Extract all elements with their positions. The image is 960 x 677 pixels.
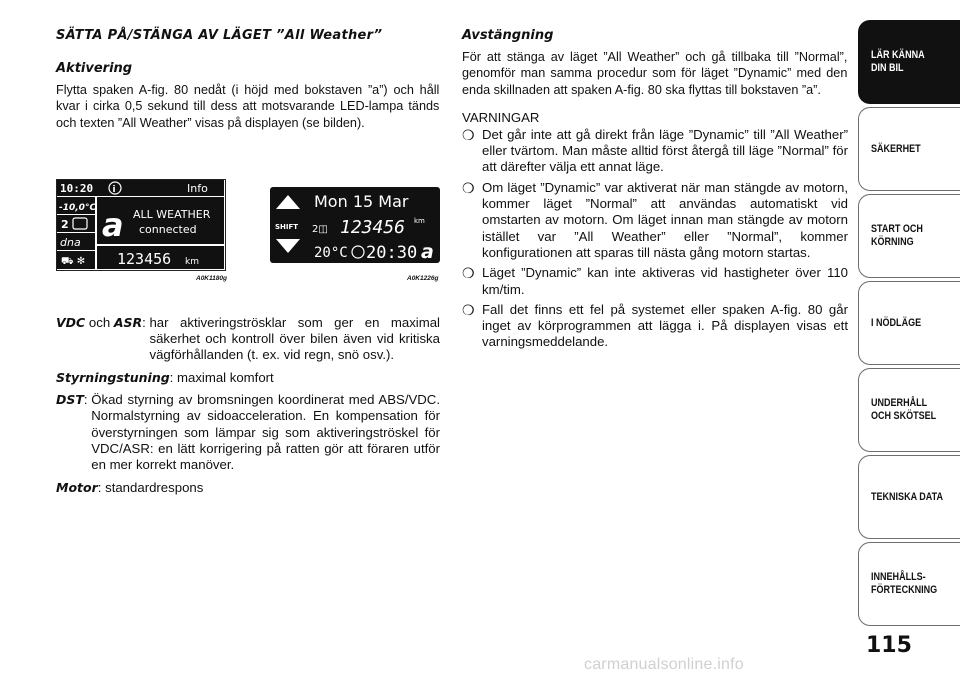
tab-label: START OCH KÖRNING <box>871 223 923 248</box>
tab-start-och-korning[interactable] <box>858 194 960 278</box>
display-a-gear: 2 <box>61 217 69 231</box>
display-a-odometer: 123456 <box>117 249 172 268</box>
warning-text: Läget ”Dynamic” kan inte aktiveras vid hastigheter över 110 km/tim. <box>482 265 848 297</box>
tab-innehallsforteckning[interactable] <box>858 542 960 626</box>
tab-tekniska-data[interactable] <box>858 455 960 539</box>
display-b-odometer: 123456 <box>340 216 406 238</box>
left-column <box>56 28 440 502</box>
tab-label: UNDERHÅLL OCH SKÖTSEL <box>871 397 937 422</box>
figure-b-code: A0K1226g <box>407 274 439 282</box>
car-icon: ⛟ ✻ <box>61 255 86 267</box>
section-heading: SÄTTA PÅ/STÄNGA AV LÄGET ”All Weather” <box>56 28 383 43</box>
display-a-info: Info <box>187 181 208 195</box>
tab-label: TEKNISKA DATA <box>871 490 943 503</box>
arrow-up-icon <box>276 195 300 209</box>
figures <box>56 173 440 291</box>
definition-term: ASR <box>113 314 143 330</box>
definition-term: VDC <box>56 314 86 330</box>
definition-separator: : <box>83 392 92 408</box>
deactivation-title: Avstängning <box>462 28 554 43</box>
bullet-circle-icon: ❍ <box>462 179 475 196</box>
tab-label: SÄKERHET <box>871 142 921 155</box>
deactivation-text: För att stänga av läget ”All Weather” och gå tillbaka till ”Normal”, genomför man samma procedur som för läget ”Dynamic” med den enda skillnaden att spaken A-fig. 80 ska flyttas till bokstaven ”a”. <box>462 49 848 97</box>
tab-sakerhet[interactable] <box>858 107 960 191</box>
activation-title: Aktivering <box>56 61 133 76</box>
display-b-mode-letter: a <box>421 240 434 263</box>
tab-underhall-och-skotsel[interactable] <box>858 368 960 452</box>
definition-separator: : <box>169 369 177 385</box>
tab-label: I NÖDLÄGE <box>871 316 922 329</box>
definition-description: Ökad styrning av bromsningen koordinerat med ABS/VDC. Normalstyrning av sidoacceleration. En kompensation för överstyrningen som lämpar sig som aktiveringströskel för VDC/ASR: en lätt korrigering på ratten gör att föraren utför en mer korrekt manöver. <box>91 392 440 473</box>
chapter-tabs <box>858 20 960 629</box>
definition-description: har aktiveringströsklar som ger en maximal säkerhet och kontroll över bilen även vid kritiska vägförhållanden (t. ex. vid regn, snö osv.). <box>149 314 440 363</box>
display-a-mode-letter: a <box>102 205 124 244</box>
display-b-shift: SHIFT <box>275 222 299 231</box>
display-a-line2: connected <box>139 222 197 236</box>
bullet-circle-icon: ❍ <box>462 265 475 282</box>
activation-text: Flytta spaken A-fig. 80 nedåt (i höjd med bokstaven ”a”) och håll kvar i cirka 0,5 sekund till dess att motsvarande LED-lampa tänds och texten ”All Weather” visas på displayen (se bilden). <box>56 82 440 130</box>
display-a-temp: -10,0°C <box>59 202 97 213</box>
right-column <box>462 28 848 355</box>
warning-item <box>462 180 848 261</box>
warning-item <box>462 127 848 176</box>
bullet-circle-icon: ❍ <box>462 301 475 318</box>
definition-term: DST <box>56 392 84 408</box>
display-figure-all-weather <box>56 179 226 271</box>
clock-icon <box>352 246 364 258</box>
definition-item <box>56 315 440 364</box>
tab-i-nodlage[interactable] <box>858 281 960 365</box>
page-number: 115 <box>866 633 912 658</box>
display-a-graphic <box>57 180 224 269</box>
definition-description: maximal komfort <box>177 369 274 385</box>
display-b-graphic <box>270 187 440 263</box>
definition-term: Motor <box>56 479 98 495</box>
definition-list <box>56 315 440 496</box>
figure-a-code: A0K1180g <box>196 274 227 282</box>
definition-item <box>56 392 440 473</box>
arrow-down-icon <box>276 239 300 253</box>
definition-item <box>56 370 440 386</box>
display-a-unit: km <box>185 256 199 267</box>
tab-lar-kanna-din-bil[interactable] <box>858 20 960 104</box>
warning-text: Fall det finns ett fel på systemet eller spaken A-fig. 80 går inget av körprogrammen att lägga i. På displayen visas ett varningsmeddelande. <box>482 301 848 350</box>
definition-term: Styrningstuning <box>56 369 170 385</box>
bullet-circle-icon: ❍ <box>462 126 475 143</box>
display-figure-shift <box>270 187 440 263</box>
display-a-dna: dna <box>60 235 81 249</box>
definition-description: standardrespons <box>105 479 204 495</box>
tab-label: LÄR KÄNNA DIN BIL <box>871 49 925 74</box>
warnings-title: VARNINGAR <box>462 109 540 125</box>
display-b-unit: km <box>414 216 425 225</box>
display-a-time: 10:20 <box>60 181 94 195</box>
watermark: carmanualsonline.info <box>584 656 744 673</box>
display-a-line1: ALL WEATHER <box>133 207 211 221</box>
warning-item <box>462 265 848 298</box>
gear-indicator-icon: 2◫ <box>312 223 328 235</box>
warning-text: Det går inte att gå direkt från läge ”Dynamic” till ”All Weather” eller tvärtom. Man måste alltid först återgå till läge ”Normal” för att därefter välja ett annat läge. <box>482 126 848 175</box>
warning-text: Om läget ”Dynamic” var aktiverat när man stängde av motorn, kommer läget ”Normal” att användas automatiskt vid omstarten av motorn. Om läget innan man stängde av motorn istället var ”All Weather” eller ”Normal”, kommer konfigurationen att sparas till nästa gång motorn startas. <box>482 179 848 260</box>
definition-separator: : <box>97 479 106 495</box>
definition-separator: : <box>142 314 150 330</box>
display-b-temp: 20°C <box>314 244 348 261</box>
definition-connector: och <box>85 314 114 330</box>
definition-item <box>56 480 440 496</box>
display-b-date: Mon 15 Mar <box>314 191 409 211</box>
svg-text:i: i <box>112 184 116 195</box>
display-b-time: 20:30 <box>366 242 418 263</box>
warning-item <box>462 302 848 351</box>
tab-label: INNEHÅLLS- FÖRTECKNING <box>871 571 938 596</box>
